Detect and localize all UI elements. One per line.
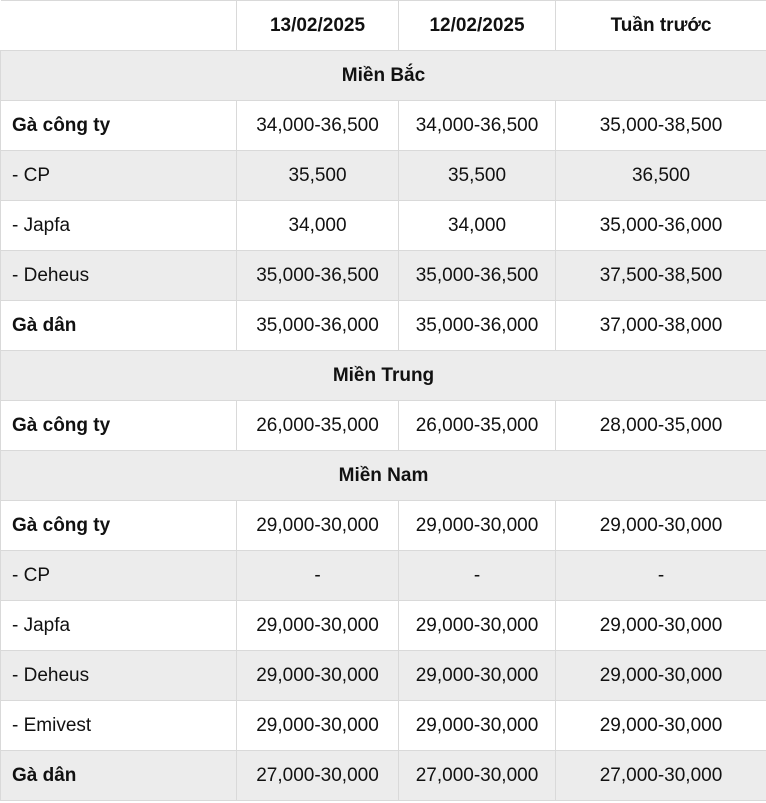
price-cell: 35,000-36,000 [556,201,766,251]
price-cell: 29,000-30,000 [399,701,556,751]
price-cell: 35,000-36,500 [237,251,399,301]
price-cell: 26,000-35,000 [237,401,399,451]
table-row [1,501,766,551]
table-row [1,201,766,251]
price-cell: 29,000-30,000 [237,701,399,751]
price-cell: 27,000-30,000 [237,751,399,801]
price-cell: 35,500 [399,151,556,201]
price-cell: 29,000-30,000 [237,651,399,701]
row-label: - Deheus [1,251,237,301]
header-row [1,1,766,51]
price-cell: - [399,551,556,601]
table-row [1,401,766,451]
price-cell: 34,000-36,500 [399,101,556,151]
table-body [1,51,766,801]
region-title: Miền Nam [1,451,766,501]
header-last-week: Tuần trước [556,1,766,51]
price-cell: 29,000-30,000 [556,651,766,701]
row-label: - CP [1,551,237,601]
header-corner-cell [1,1,237,51]
price-cell: - [556,551,766,601]
price-cell: 27,000-30,000 [399,751,556,801]
price-cell: 29,000-30,000 [556,601,766,651]
row-label: - Deheus [1,651,237,701]
row-label: Gà dân [1,751,237,801]
price-cell: 35,000-36,000 [237,301,399,351]
row-label: Gà công ty [1,501,237,551]
table-row [1,651,766,701]
table-row [1,751,766,801]
table-row [1,101,766,151]
header-date-yesterday: 12/02/2025 [399,1,556,51]
table-header [1,1,766,51]
price-cell: 34,000-36,500 [237,101,399,151]
row-label: Gà dân [1,301,237,351]
price-cell: 35,000-36,000 [399,301,556,351]
price-cell: 26,000-35,000 [399,401,556,451]
region-title: Miền Bắc [1,51,766,101]
row-label: - Japfa [1,201,237,251]
price-cell: 29,000-30,000 [237,601,399,651]
price-cell: 34,000 [399,201,556,251]
price-cell: 36,500 [556,151,766,201]
price-cell: 35,000-38,500 [556,101,766,151]
price-cell: 27,000-30,000 [556,751,766,801]
price-cell: 35,500 [237,151,399,201]
row-label: Gà công ty [1,101,237,151]
table-row [1,301,766,351]
table-row [1,251,766,301]
price-cell: 28,000-35,000 [556,401,766,451]
region-row [1,451,766,501]
price-cell: 29,000-30,000 [399,651,556,701]
row-label: - CP [1,151,237,201]
header-date-today: 13/02/2025 [237,1,399,51]
row-label: - Japfa [1,601,237,651]
price-cell: 29,000-30,000 [556,501,766,551]
price-cell: 29,000-30,000 [399,501,556,551]
price-cell: 34,000 [237,201,399,251]
region-row [1,351,766,401]
price-cell: 29,000-30,000 [556,701,766,751]
price-cell: 35,000-36,500 [399,251,556,301]
region-title: Miền Trung [1,351,766,401]
price-cell: 29,000-30,000 [399,601,556,651]
table-row [1,701,766,751]
region-row [1,51,766,101]
table-row [1,601,766,651]
price-cell: 29,000-30,000 [237,501,399,551]
table-row [1,151,766,201]
price-cell: 37,500-38,500 [556,251,766,301]
table-row [1,551,766,601]
row-label: Gà công ty [1,401,237,451]
row-label: - Emivest [1,701,237,751]
price-cell: - [237,551,399,601]
price-cell: 37,000-38,000 [556,301,766,351]
